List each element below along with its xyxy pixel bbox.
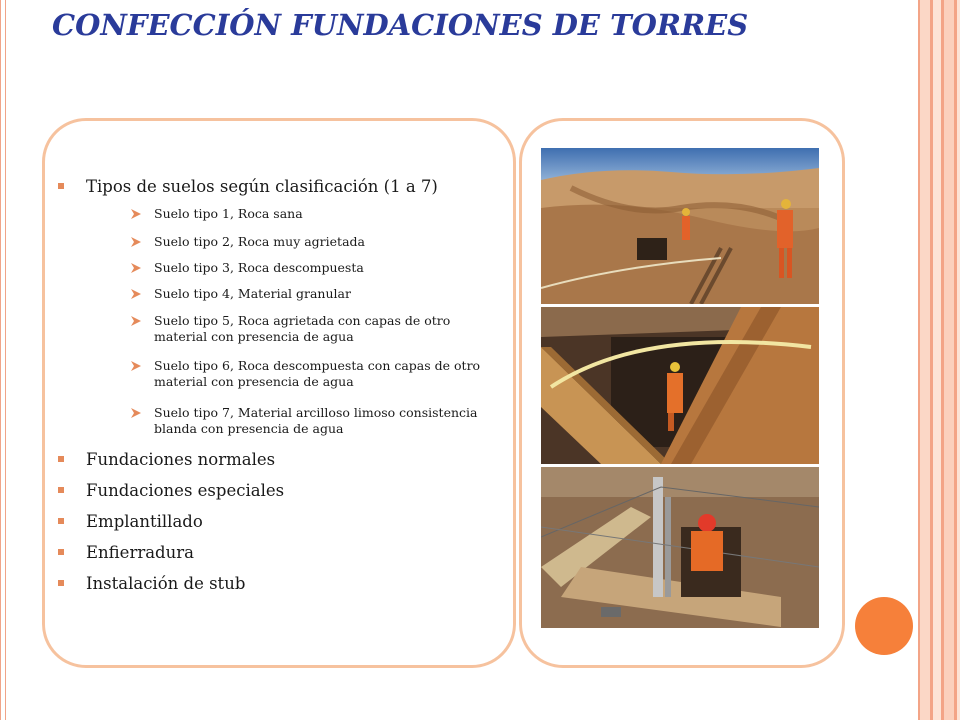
arrow-bullet-icon [130,315,142,327]
slide-right-border [918,0,960,720]
arrow-bullet-icon [130,208,142,220]
arrow-bullet-icon [130,288,142,300]
workers-excavating-hillside-photo [541,148,819,304]
slide-left-border [0,0,7,720]
arrow-bullet-icon [130,407,142,419]
workers-in-excavation-pit-photo [541,307,819,464]
arrow-bullet-icon [130,236,142,248]
square-bullet-icon [58,549,64,555]
arrow-bullet-icon [130,262,142,274]
worker-installing-rebar-photo [541,467,819,628]
arrow-bullet-icon [130,360,142,372]
accent-circle [855,597,913,655]
square-bullet-icon [58,518,64,524]
square-bullet-icon [58,580,64,586]
square-bullet-icon [58,487,64,493]
square-bullet-icon [58,183,64,189]
slide-title: CONFECCIÓN FUNDACIONES DE TORRES [52,8,749,42]
square-bullet-icon [58,456,64,462]
